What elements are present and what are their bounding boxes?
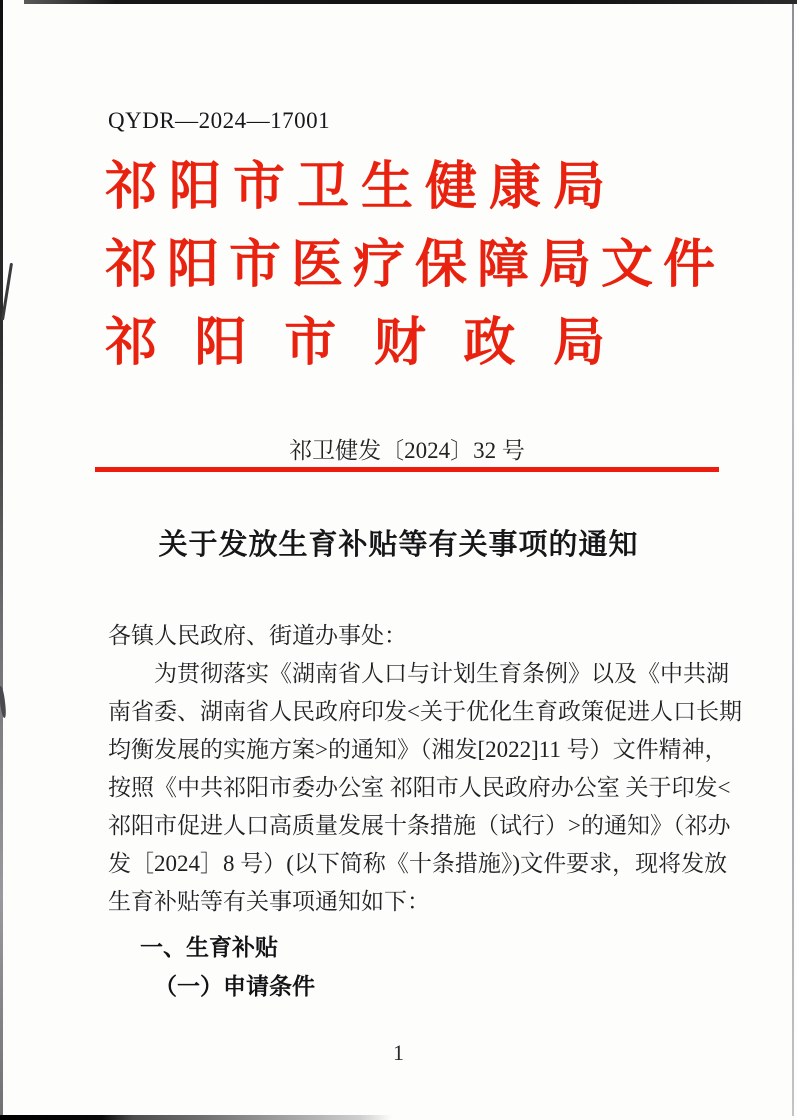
- page-number: 1: [393, 1040, 404, 1065]
- letterhead-agencies: [105, 148, 718, 382]
- agency-line-medical-security-bureau: 祁阳市医疗保障局文件: [105, 236, 715, 294]
- salutation-line: 各镇人民政府、街道办事处：: [108, 623, 407, 648]
- paragraph-line: 均衡发展的实施方案>的通知》（湘发[2022]11 号）文件精神，: [108, 737, 728, 762]
- paragraph-line: 发［2024］8 号）(以下简称《十条措施》)文件要求，现将发放: [108, 851, 728, 876]
- subsection-heading-application-conditions: （一）申请条件: [154, 974, 315, 999]
- scan-edge-bottom: [0, 1115, 392, 1120]
- scan-artifact-smudge: [0, 686, 7, 718]
- paragraph-line: 祁阳市促进人口高质量发展十条措施（试行）>的通知》（祁办: [108, 813, 731, 838]
- document-title: 关于发放生育补贴等有关事项的通知: [158, 529, 639, 561]
- paragraph-line: 南省委、湖南省人民政府印发<关于优化生育政策促进人口长期: [108, 699, 742, 724]
- document-body: [108, 617, 742, 1007]
- scan-edge-top: [24, 0, 797, 4]
- red-separator-rule: [95, 467, 719, 472]
- paragraph-line: 生育补贴等有关事项通知如下：: [108, 889, 430, 914]
- document-number: 祁卫健发〔2024〕32 号: [289, 438, 525, 463]
- agency-line-health-bureau: 祁阳市卫生健康局: [105, 158, 605, 216]
- agency-line-finance-bureau: 祁阳市财政局: [105, 314, 605, 372]
- paragraph-line: 按照《中共祁阳市委办公室 祁阳市人民政府办公室 关于印发<: [108, 775, 731, 800]
- paragraph-line: 为贯彻落实《湖南省人口与计划生育条例》以及《中共湖: [154, 661, 729, 686]
- document-code: QYDR—2024—17001: [108, 108, 331, 133]
- section-heading-birth-subsidy: 一、生育补贴: [140, 934, 278, 960]
